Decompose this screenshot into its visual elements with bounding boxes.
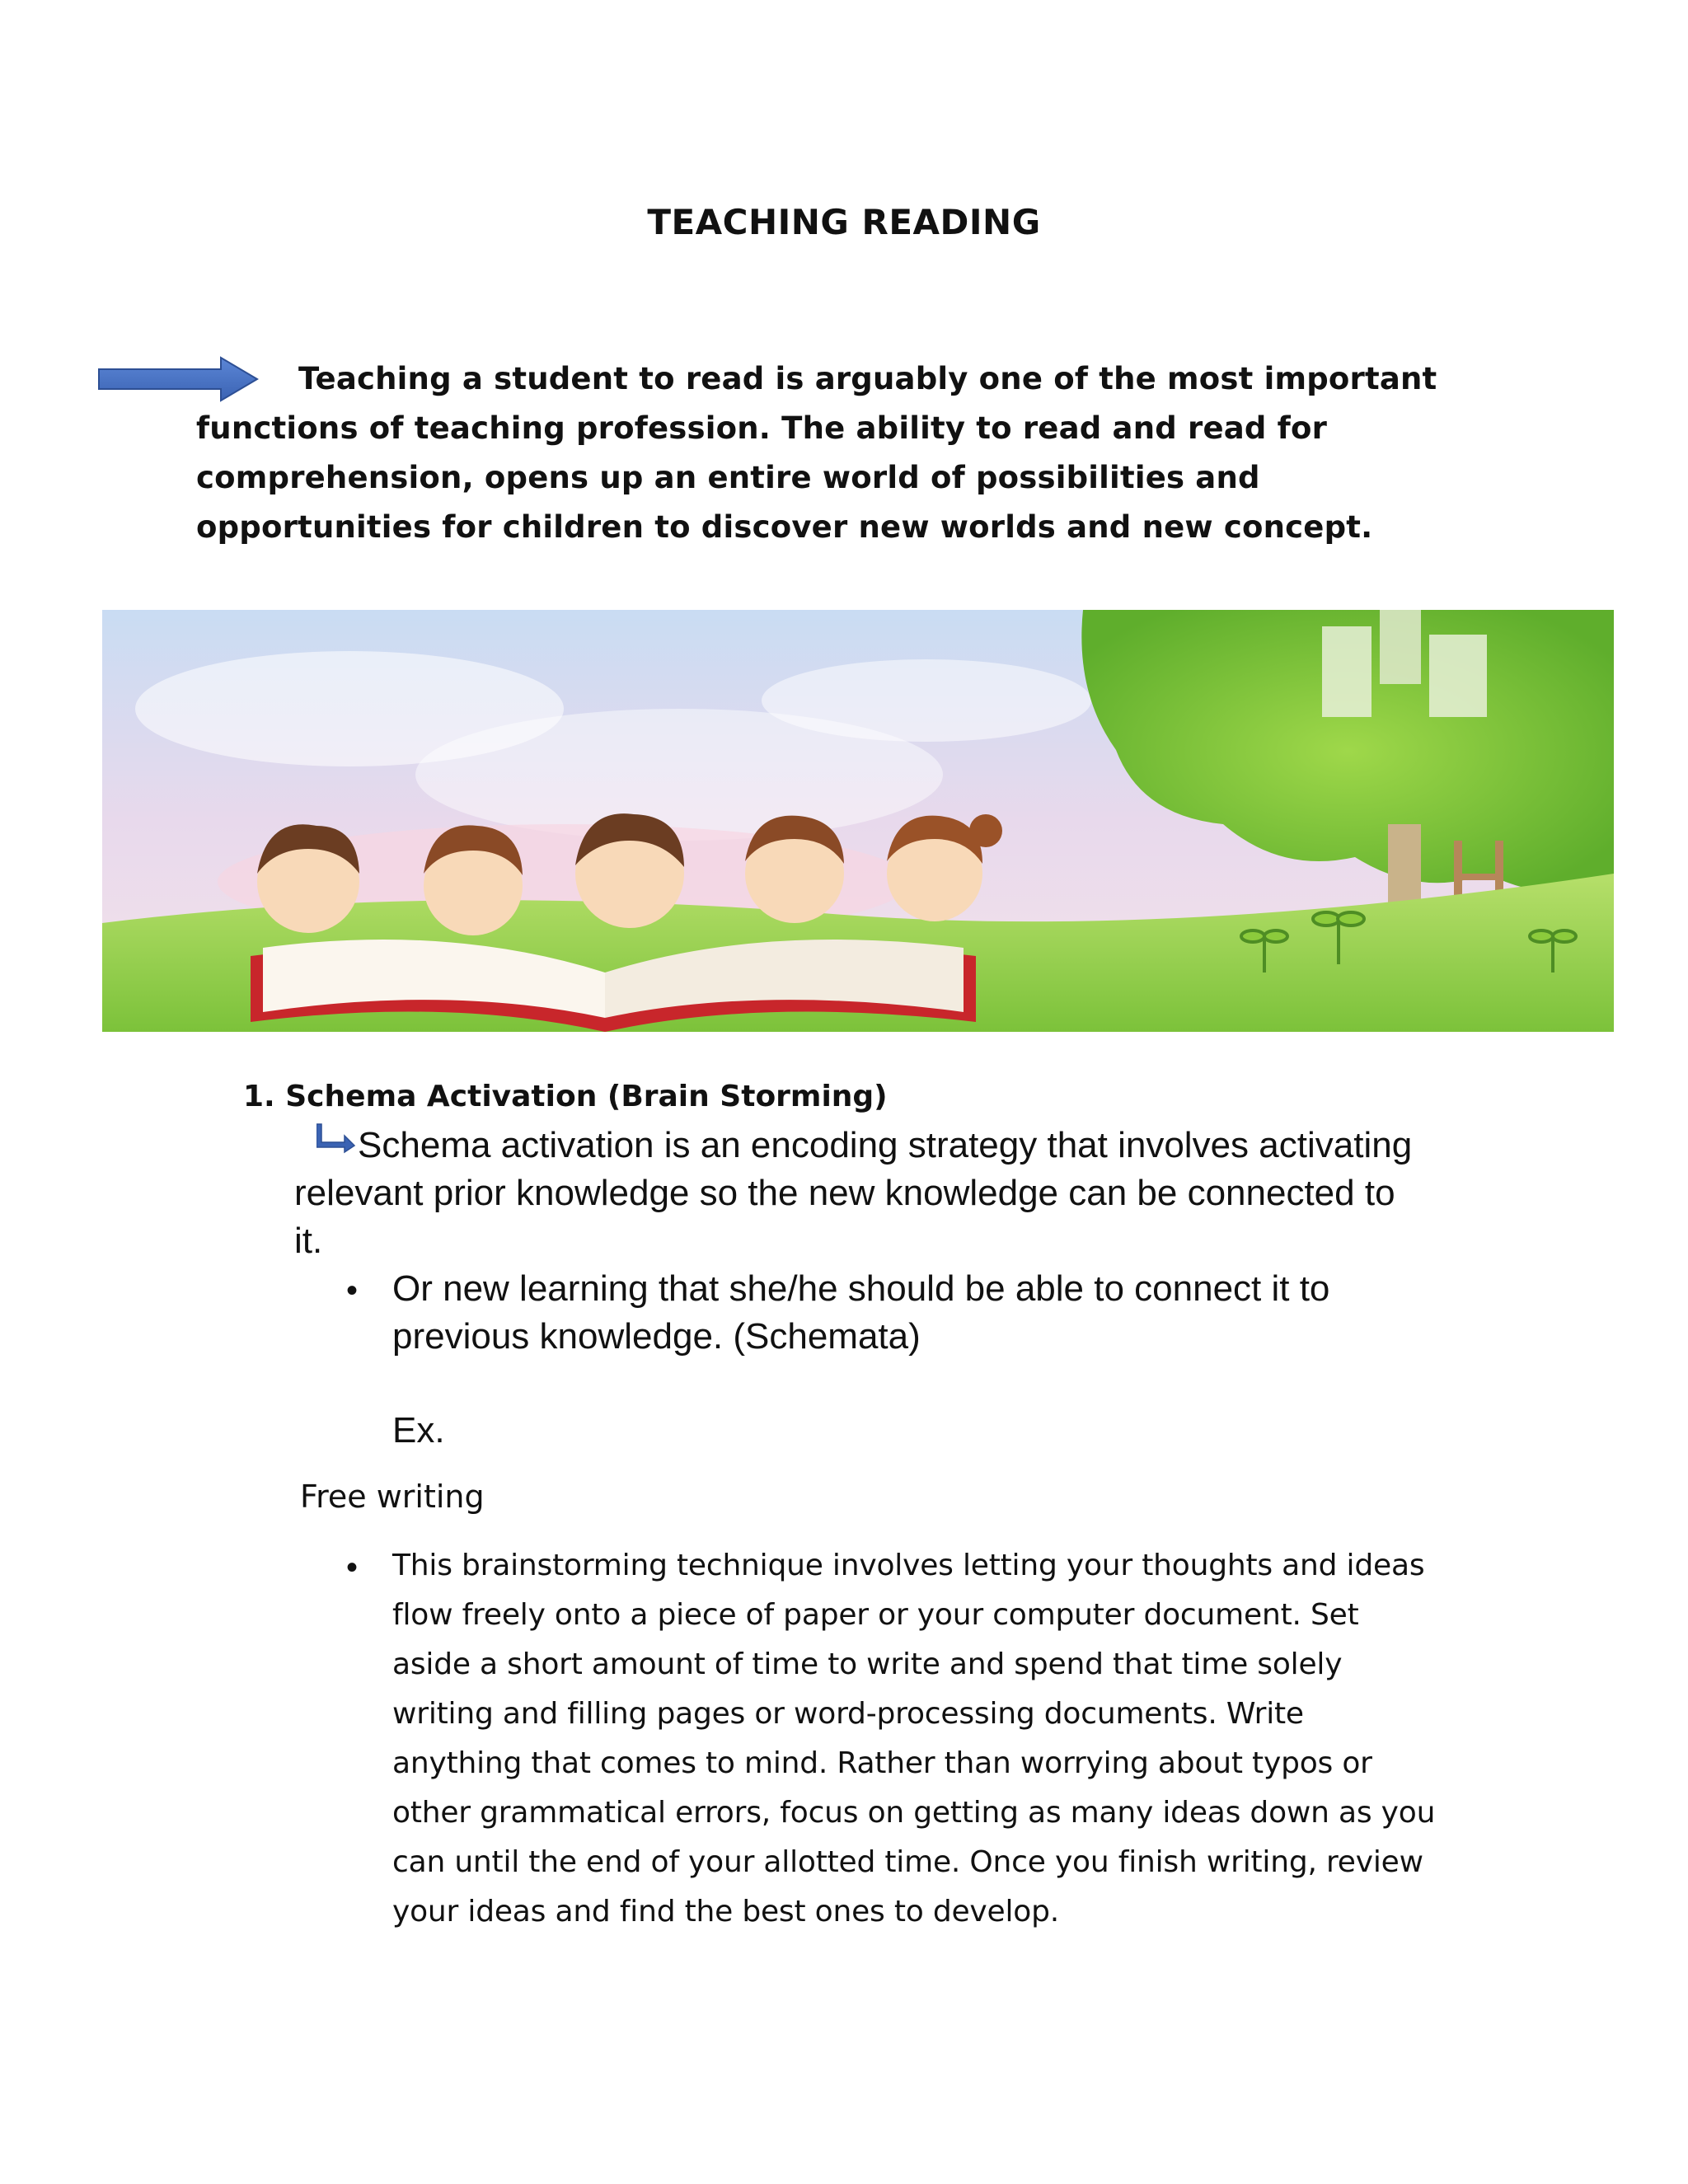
page-title: TEACHING READING bbox=[647, 202, 1041, 242]
section-heading: 1. Schema Activation (Brain Storming) bbox=[243, 1080, 888, 1113]
free-writing-line-5: anything that comes to mind. Rather than worrying about typos or bbox=[392, 1746, 1372, 1780]
bullet-dot: • bbox=[346, 1549, 359, 1586]
definition-line-3: it. bbox=[294, 1221, 323, 1261]
free-writing-line-8: your ideas and find the best ones to develop. bbox=[392, 1895, 1059, 1929]
bullet-line-1: Or new learning that she/he should be able to connect it to bbox=[392, 1268, 1330, 1309]
example-label: Ex. bbox=[392, 1410, 445, 1451]
turn-right-arrow-icon bbox=[316, 1122, 356, 1154]
free-writing-line-6: other grammatical errors, focus on getting as many ideas down as you bbox=[392, 1796, 1436, 1830]
free-writing-subheading: Free writing bbox=[300, 1479, 485, 1515]
free-writing-line-3: aside a short amount of time to write and spend that time solely bbox=[392, 1647, 1343, 1681]
children-reading-banner-image bbox=[102, 610, 1614, 1032]
free-writing-line-4: writing and filling pages or word-processing documents. Write bbox=[392, 1697, 1304, 1731]
free-writing-line-1: This brainstorming technique involves letting your thoughts and ideas bbox=[392, 1549, 1425, 1582]
intro-line-4: opportunities for children to discover new worlds and new concept. bbox=[196, 509, 1373, 545]
definition-line-2: relevant prior knowledge so the new knowledge can be connected to bbox=[294, 1173, 1395, 1213]
intro-line-2: functions of teaching profession. The ability to read and read for bbox=[196, 410, 1328, 446]
bullet-dot: • bbox=[346, 1272, 359, 1309]
definition-line-1: Schema activation is an encoding strategy that involves activating bbox=[358, 1125, 1413, 1165]
intro-line-3: comprehension, opens up an entire world of possibilities and bbox=[196, 460, 1260, 495]
intro-line-1: Teaching a student to read is arguably one of the most important bbox=[298, 361, 1437, 396]
free-writing-line-7: can until the end of your allotted time. Once you finish writing, review bbox=[392, 1845, 1423, 1879]
free-writing-line-2: flow freely onto a piece of paper or your computer document. Set bbox=[392, 1598, 1359, 1632]
bullet-line-2: previous knowledge. (Schemata) bbox=[392, 1316, 921, 1357]
right-arrow-icon bbox=[97, 356, 259, 402]
